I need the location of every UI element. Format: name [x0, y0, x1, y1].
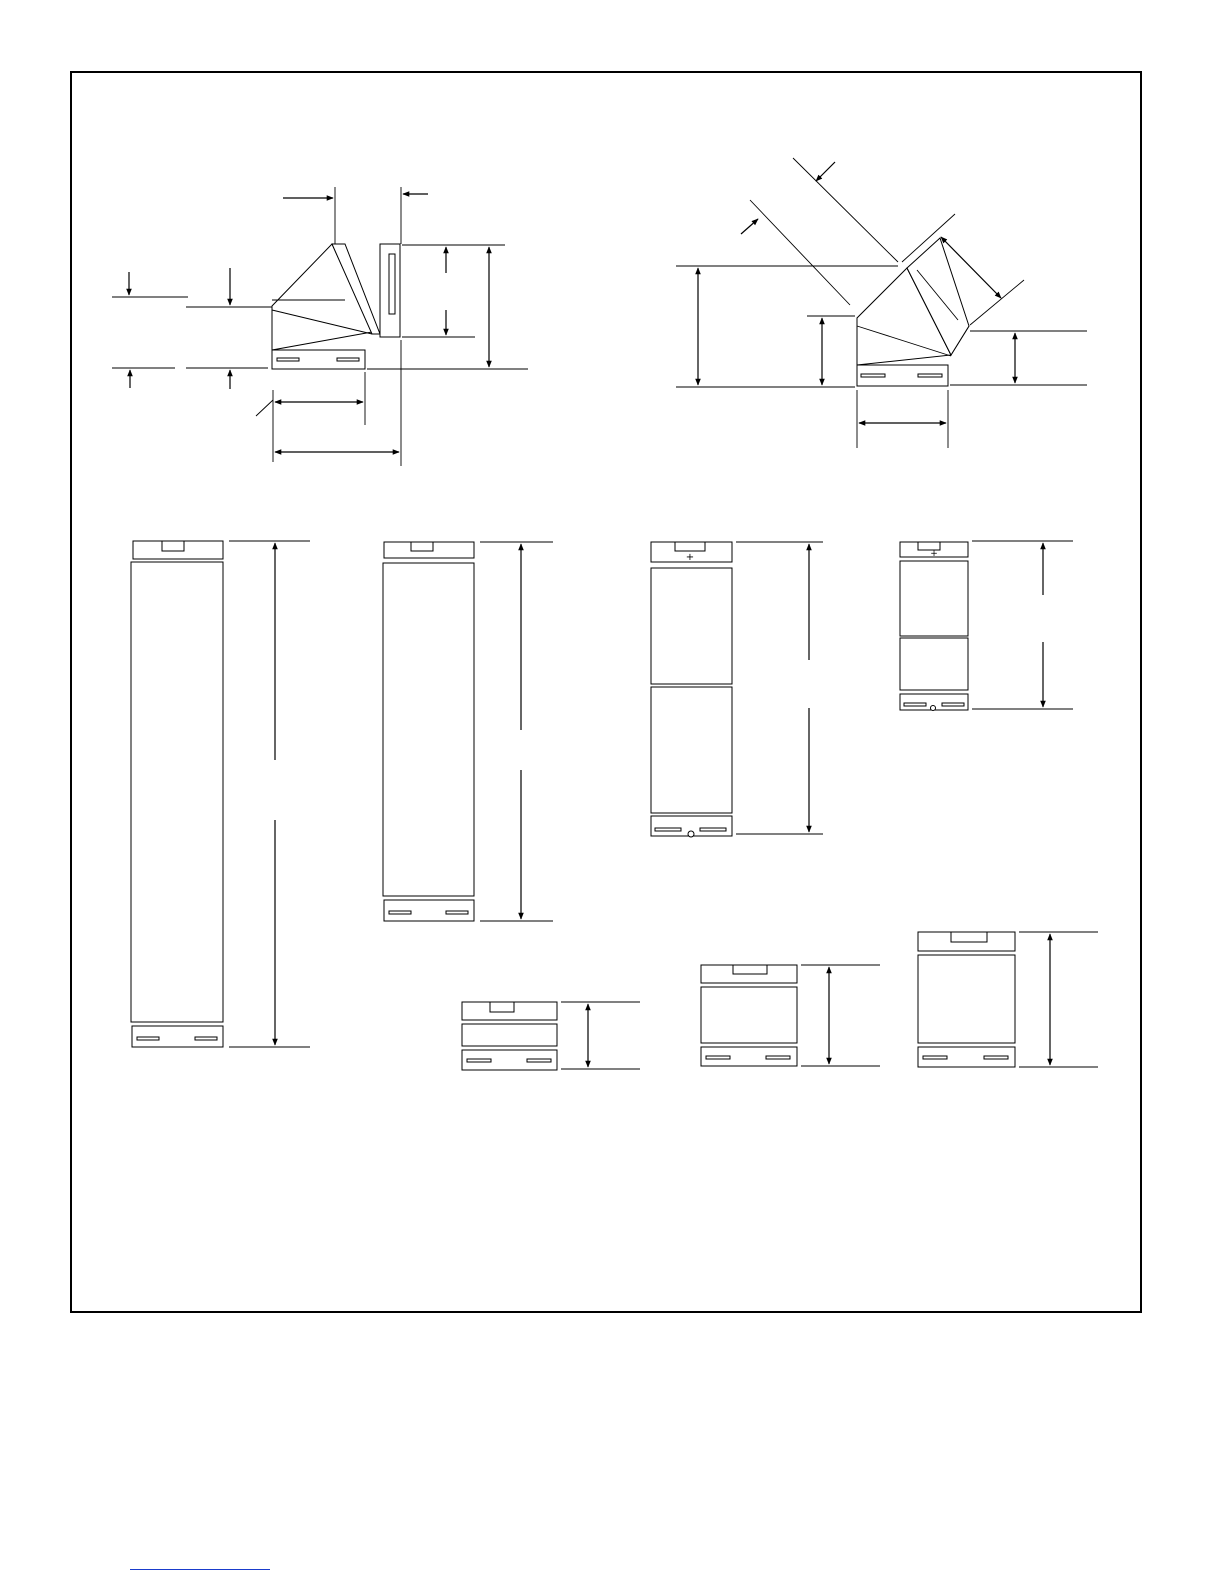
- svg-text:+: +: [930, 549, 938, 559]
- elbow-90-body: [272, 244, 400, 369]
- straight-pipe-1: [131, 541, 310, 1047]
- elbow-90-degree: [112, 187, 528, 466]
- svg-text:+: +: [685, 552, 695, 563]
- straight-pipe-7: [918, 932, 1098, 1067]
- straight-pipe-3: [651, 542, 823, 837]
- straight-pipe-4-dimension: [972, 541, 1073, 709]
- straight-pipe-2-dimension: [480, 542, 553, 921]
- footer-rule: [130, 1569, 270, 1570]
- figure-frame: [71, 72, 1141, 1312]
- straight-pipe-1-dimension: [229, 541, 310, 1047]
- straight-pipe-7-dimension: [1019, 932, 1098, 1067]
- straight-pipe-6-dimension: [801, 965, 880, 1066]
- straight-pipe-6: [701, 965, 880, 1066]
- straight-pipe-5: [462, 1002, 640, 1070]
- elbow-45-degree: [676, 158, 1087, 448]
- straight-pipe-5-dimension: [561, 1002, 640, 1069]
- straight-pipe-2: [383, 542, 553, 921]
- elbow-45-body: [857, 238, 969, 386]
- straight-pipe-4: [900, 541, 1073, 711]
- straight-pipe-3-dimension: [736, 542, 823, 834]
